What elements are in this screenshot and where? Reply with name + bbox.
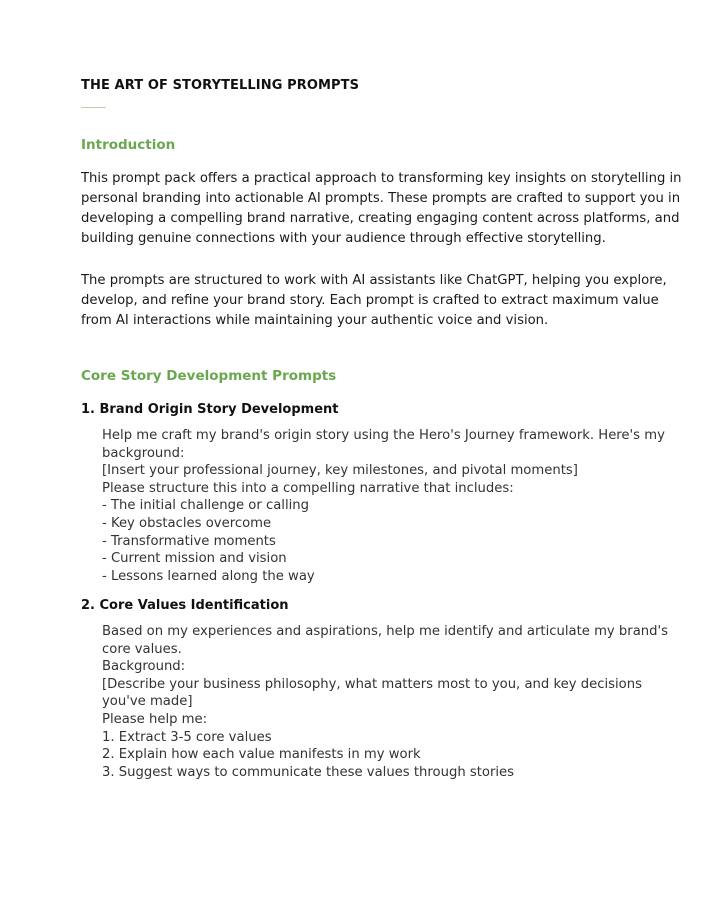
paragraph-line: This prompt pack offers a practical approach to transforming key insights on storytelling in [81, 171, 682, 186]
prompt-line: [Insert your professional journey, key milestones, and pivotal moments] [102, 463, 578, 479]
paragraph-line: building genuine connections with your audience through effective storytelling. [81, 231, 606, 246]
prompt-2-heading: 2. Core Values Identification [81, 598, 289, 613]
prompt-line: Please help me: [102, 711, 208, 727]
prompt-line: core values. [102, 641, 182, 657]
document-title: THE ART OF STORYTELLING PROMPTS [81, 78, 360, 93]
title-underline [81, 107, 106, 108]
prompt-line: Based on my experiences and aspirations, help me identify and articulate my brand's [102, 624, 669, 639]
prompt-line: - Transformative moments [102, 533, 276, 549]
prompt-line: 2. Explain how each value manifests in my work [102, 747, 421, 763]
prompt-line: 3. Suggest ways to communicate these values through stories [102, 764, 515, 780]
prompt-line: you've made] [102, 694, 193, 710]
prompt-line: - Current mission and vision [102, 551, 287, 567]
prompt-line: - Key obstacles overcome [102, 515, 272, 531]
prompt-line: background: [102, 445, 185, 461]
prompt-1-heading: 1. Brand Origin Story Development [81, 402, 339, 417]
prompt-line: Help me craft my brand's origin story using the Hero's Journey framework. Here's my [102, 428, 665, 443]
prompt-line: [Describe your business philosophy, what matters most to you, and key decisions [102, 676, 642, 692]
prompt-line: - Lessons learned along the way [102, 568, 315, 584]
paragraph-line: from AI interactions while maintaining your authentic voice and vision. [81, 313, 549, 328]
prompt-line: 1. Extract 3-5 core values [102, 729, 272, 745]
paragraph-line: develop, and refine your brand story. Each prompt is crafted to extract maximum value [81, 293, 659, 308]
intro-paragraph-1 [81, 169, 682, 249]
paragraph-line: personal branding into actionable AI prompts. These prompts are crafted to support you in [81, 191, 681, 206]
paragraph-line: The prompts are structured to work with AI assistants like ChatGPT, helping you explore, [81, 273, 667, 288]
intro-paragraph-2 [81, 271, 667, 331]
core-prompts-heading: Core Story Development Prompts [81, 368, 337, 384]
prompt-1-body [102, 427, 665, 585]
prompt-line: Please structure this into a compelling narrative that includes: [102, 480, 514, 496]
prompt-line: - The initial challenge or calling [102, 498, 310, 514]
prompt-2-body [102, 623, 669, 781]
prompt-line: Background: [102, 659, 186, 675]
paragraph-line: developing a compelling brand narrative, creating engaging content across platforms, and [81, 211, 680, 226]
introduction-heading: Introduction [81, 137, 176, 153]
